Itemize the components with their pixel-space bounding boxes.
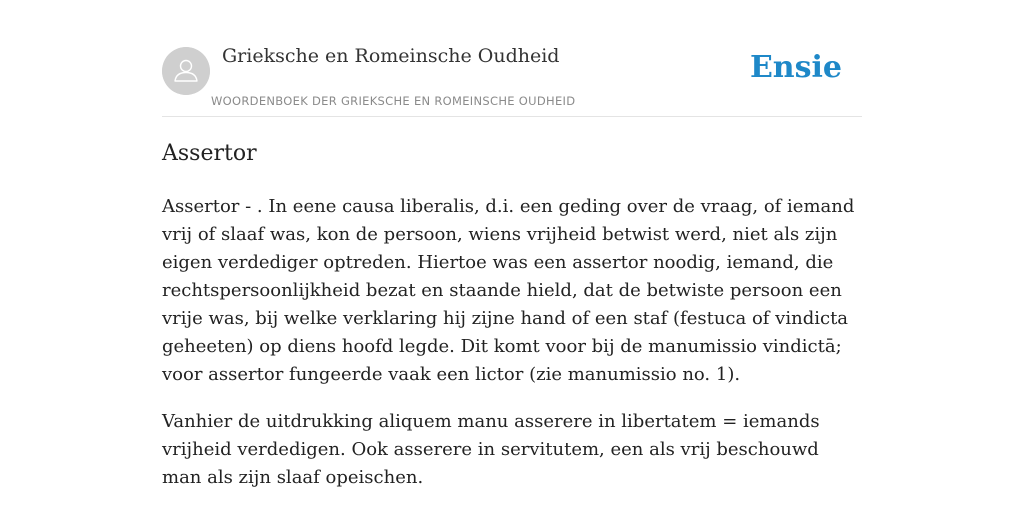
page xyxy=(162,0,862,488)
entry-paragraph: Assertor - . In eene causa liberalis, d.i. een geding over de vraag, of iemand vrij of slaaf was, kon de persoon, wiens vrijheid betwist werd, niet als zijn eigen verdediger optreden. Hiertoe was een assertor noodig, iemand, die rechtspersoonlijkheid bezat en staande hield, dat de betwiste persoon een vrije was, bij welke verklaring hij zijne hand of een staf (festuca of vindicta geheeten) op diens hoofd legde. Dit komt voor bij de manumissio vindictā; voor assertor fungeerde vaak een lictor (zie manumissio no. 1). xyxy=(162,196,855,385)
user-avatar-icon[interactable] xyxy=(162,47,210,95)
entry-body xyxy=(162,193,862,511)
dictionary-subtitle: WOORDENBOEK DER GRIEKSCHE EN ROMEINSCHE OUDHEID xyxy=(211,94,576,108)
entry-paragraph: Vanhier de uitdrukking aliquem manu asserere in libertatem = iemands vrijheid verdedigen. Ook asserere in servitutem, een als vrij beschouwd man als zijn slaaf opeischen. xyxy=(162,411,820,488)
entry-headword: Assertor xyxy=(162,141,257,166)
dictionary-title[interactable]: Grieksche en Romeinsche Oudheid xyxy=(222,45,560,67)
ensie-logo[interactable]: Ensie xyxy=(749,50,842,85)
header xyxy=(162,0,862,117)
